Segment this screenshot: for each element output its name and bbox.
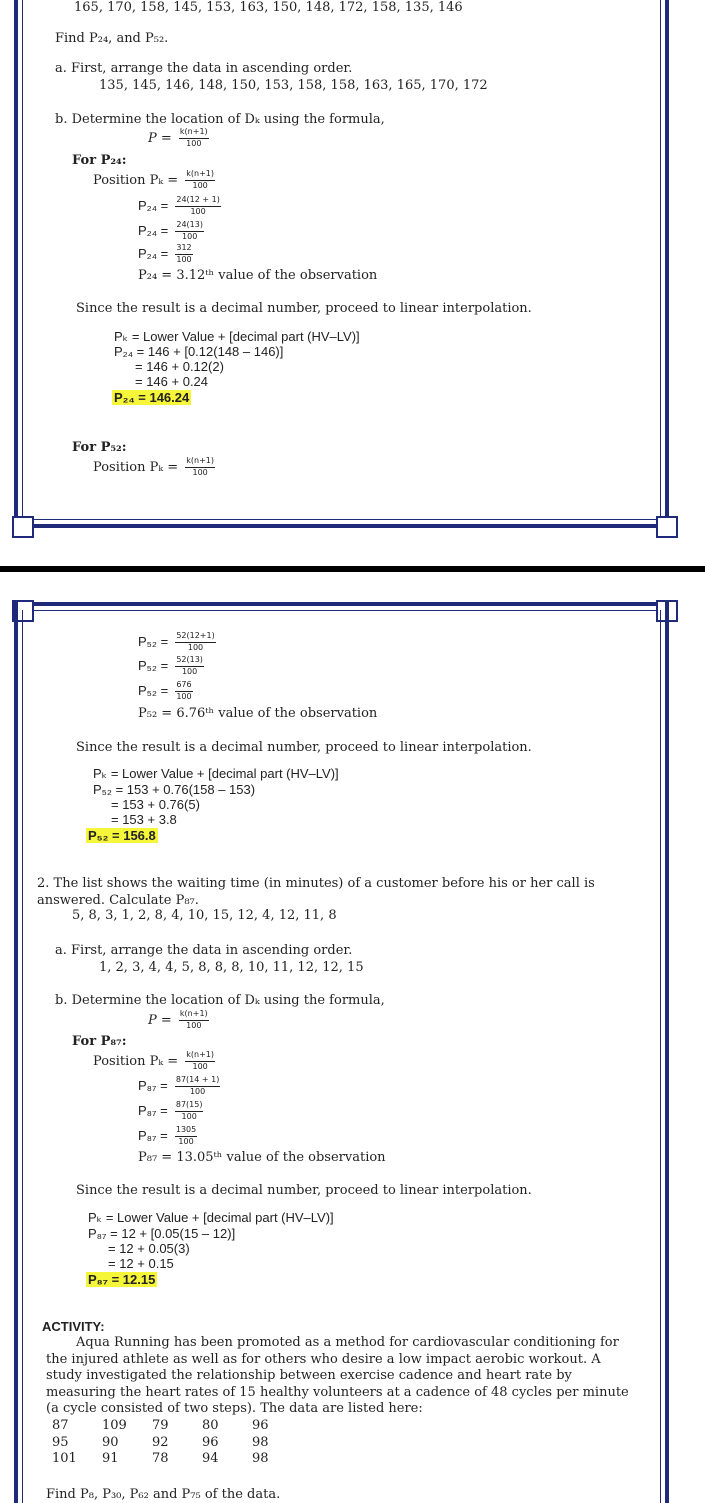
- p24-answer: P₂₄ = 146.24: [114, 390, 190, 405]
- step-b: b. Determine the location of Dₖ using the formula,: [55, 112, 385, 127]
- p52-step-3: P₅₂ = $\frac{676}{100}$: [138, 680, 192, 701]
- page1-left-border-inner: [22, 0, 23, 522]
- page2-left-border-inner: [22, 610, 23, 1503]
- page1-right-border-inner: [660, 0, 661, 522]
- for-p52-heading: For P₅₂:: [72, 440, 127, 455]
- p52-result: P₅₂ = 6.76ᵗʰ value of the observation: [138, 706, 378, 721]
- p24-step-2: P₂₄ = $\frac{24(13)}{100}$: [138, 220, 203, 241]
- q2-sorted-data: 1, 2, 3, 4, 4, 5, 8, 8, 8, 10, 11, 12, 12, 15: [99, 960, 364, 975]
- pk-formula-p52: Pₖ = Lower Value + [decimal part (HV–LV)]: [93, 766, 339, 781]
- position-formula-p87: Position Pₖ = $\frac{k(n+1)}{100}$: [93, 1050, 214, 1071]
- table-cell: 96: [202, 1434, 219, 1450]
- table-cell: 78: [152, 1451, 169, 1466]
- page2-top-border-inner: [22, 610, 661, 611]
- table-cell: 94: [202, 1451, 219, 1466]
- table-cell: 80: [202, 1418, 219, 1433]
- p52-step-1: P₅₂ = $\frac{52(12+1)}{100}$: [138, 631, 215, 652]
- interpolation-note-p24: Since the result is a decimal number, proceed to linear interpolation.: [76, 301, 532, 316]
- p52-calc-3: = 153 + 3.8: [111, 812, 177, 827]
- p52-calc-1: P₅₂ = 153 + 0.76(158 – 153): [93, 782, 256, 797]
- page2-left-border: [14, 602, 18, 1503]
- p87-step-2: P₈₇ = $\frac{87(15)}{100}$: [138, 1100, 203, 1121]
- page1-bottom-border: [14, 524, 669, 528]
- table-cell: 92: [152, 1434, 169, 1450]
- p87-step-1: P₈₇ = $\frac{87(14 + 1)}{100}$: [138, 1075, 220, 1096]
- p24-calc-3: = 146 + 0.24: [135, 374, 209, 389]
- p87-calc-3: = 12 + 0.15: [108, 1256, 174, 1271]
- activity-title: ACTIVITY:: [42, 1319, 105, 1334]
- table-cell: 79: [152, 1418, 169, 1433]
- page1-corner-br: [656, 516, 678, 538]
- page2-right-border-inner: [660, 610, 661, 1503]
- activity-find: Find P₈, P₃₀, P₆₂ and P₇₅ of the data.: [46, 1487, 281, 1502]
- p87-result: P₈₇ = 13.05ᵗʰ value of the observation: [138, 1150, 386, 1165]
- q2-step-b: b. Determine the location of Dₖ using the formula,: [55, 993, 385, 1008]
- page1-left-border: [14, 0, 18, 530]
- p24-result: P₂₄ = 3.12ᵗʰ value of the observation: [138, 268, 378, 283]
- table-cell: 87: [52, 1418, 69, 1433]
- table-cell: 95: [52, 1434, 69, 1450]
- table-cell: 90: [102, 1434, 119, 1450]
- p24-step-1: P₂₄ = $\frac{24(12 + 1)}{100}$: [138, 195, 220, 216]
- p24-calc-1: P₂₄ = 146 + [0.12(148 – 146)]: [114, 344, 284, 359]
- page1-corner-bl: [12, 516, 34, 538]
- table-cell: 96: [252, 1418, 269, 1433]
- question-2-text: 2. The list shows the waiting time (in minutes) of a customer before his or her call is answered. Calculate P₈₇.: [37, 876, 595, 908]
- for-p87-heading: For P₈₇:: [72, 1034, 127, 1049]
- q2-step-a: a. First, arrange the data in ascending order.: [55, 943, 353, 958]
- raw-data: 165, 170, 158, 145, 153, 163, 150, 148, 172, 158, 135, 146: [74, 0, 463, 15]
- p87-step-3: P₈₇ = $\frac{1305}{100}$: [138, 1125, 197, 1146]
- sorted-data: 135, 145, 146, 148, 150, 153, 158, 158, 163, 165, 170, 172: [99, 78, 488, 93]
- page1-bottom-border-inner: [22, 519, 661, 520]
- q2-location-formula: P = $\frac{k(n+1)}{100}$: [148, 1009, 208, 1030]
- table-cell: 91: [102, 1451, 119, 1466]
- p52-calc-2: = 153 + 0.76(5): [111, 797, 200, 812]
- page-separator: [0, 566, 705, 572]
- page2-right-border: [665, 602, 669, 1503]
- interpolation-note-p87: Since the result is a decimal number, proceed to linear interpolation.: [76, 1183, 532, 1198]
- page2-top-border: [14, 602, 669, 606]
- location-formula: P = $\frac{k(n+1)}{100}$: [148, 127, 208, 148]
- p52-step-2: P₅₂ = $\frac{52(13)}{100}$: [138, 655, 203, 676]
- table-cell: 101: [52, 1451, 77, 1466]
- pk-formula-p87: Pₖ = Lower Value + [decimal part (HV–LV)]: [88, 1210, 334, 1225]
- p24-calc-2: = 146 + 0.12(2): [135, 359, 224, 374]
- table-cell: 98: [252, 1434, 269, 1450]
- find-instruction: Find P₂₄, and P₅₂.: [55, 31, 169, 46]
- activity-data-table: [46, 1418, 296, 1468]
- question-2-data: 5, 8, 3, 1, 2, 8, 4, 10, 15, 12, 4, 12, 11, 8: [72, 908, 337, 923]
- p87-answer: P₈₇ = 12.15: [88, 1272, 156, 1287]
- step-a: a. First, arrange the data in ascending order.: [55, 61, 353, 76]
- position-formula-p24: Position Pₖ = $\frac{k(n+1)}{100}$: [93, 169, 214, 190]
- table-cell: 98: [252, 1451, 269, 1466]
- position-formula-p52: Position Pₖ = $\frac{k(n+1)}{100}$: [93, 456, 214, 477]
- p87-calc-1: P₈₇ = 12 + [0.05(15 – 12)]: [88, 1226, 236, 1241]
- p52-answer: P₅₂ = 156.8: [88, 828, 156, 843]
- for-p24-heading: For P₂₄:: [72, 153, 127, 168]
- p24-step-3: P₂₄ = $\frac{312}{100}$: [138, 243, 192, 264]
- page1-right-border: [665, 0, 669, 530]
- p87-calc-2: = 12 + 0.05(3): [108, 1241, 190, 1256]
- pk-formula-p24: Pₖ = Lower Value + [decimal part (HV–LV)]: [114, 329, 360, 344]
- interpolation-note-p52: Since the result is a decimal number, proceed to linear interpolation.: [76, 740, 532, 755]
- activity-text: Aqua Running has been promoted as a method for cardiovascular conditioning for the injured athlete as well as for others who desire a low impact aerobic workout. A study investigated the relationship between exercise cadence and heart rate by measuring the heart rates of 15 healthy volunteers at a cadence of 48 cycles per minute (a cycle consisted of two steps). The data are listed here:: [46, 1335, 629, 1416]
- table-cell: 109: [102, 1418, 127, 1433]
